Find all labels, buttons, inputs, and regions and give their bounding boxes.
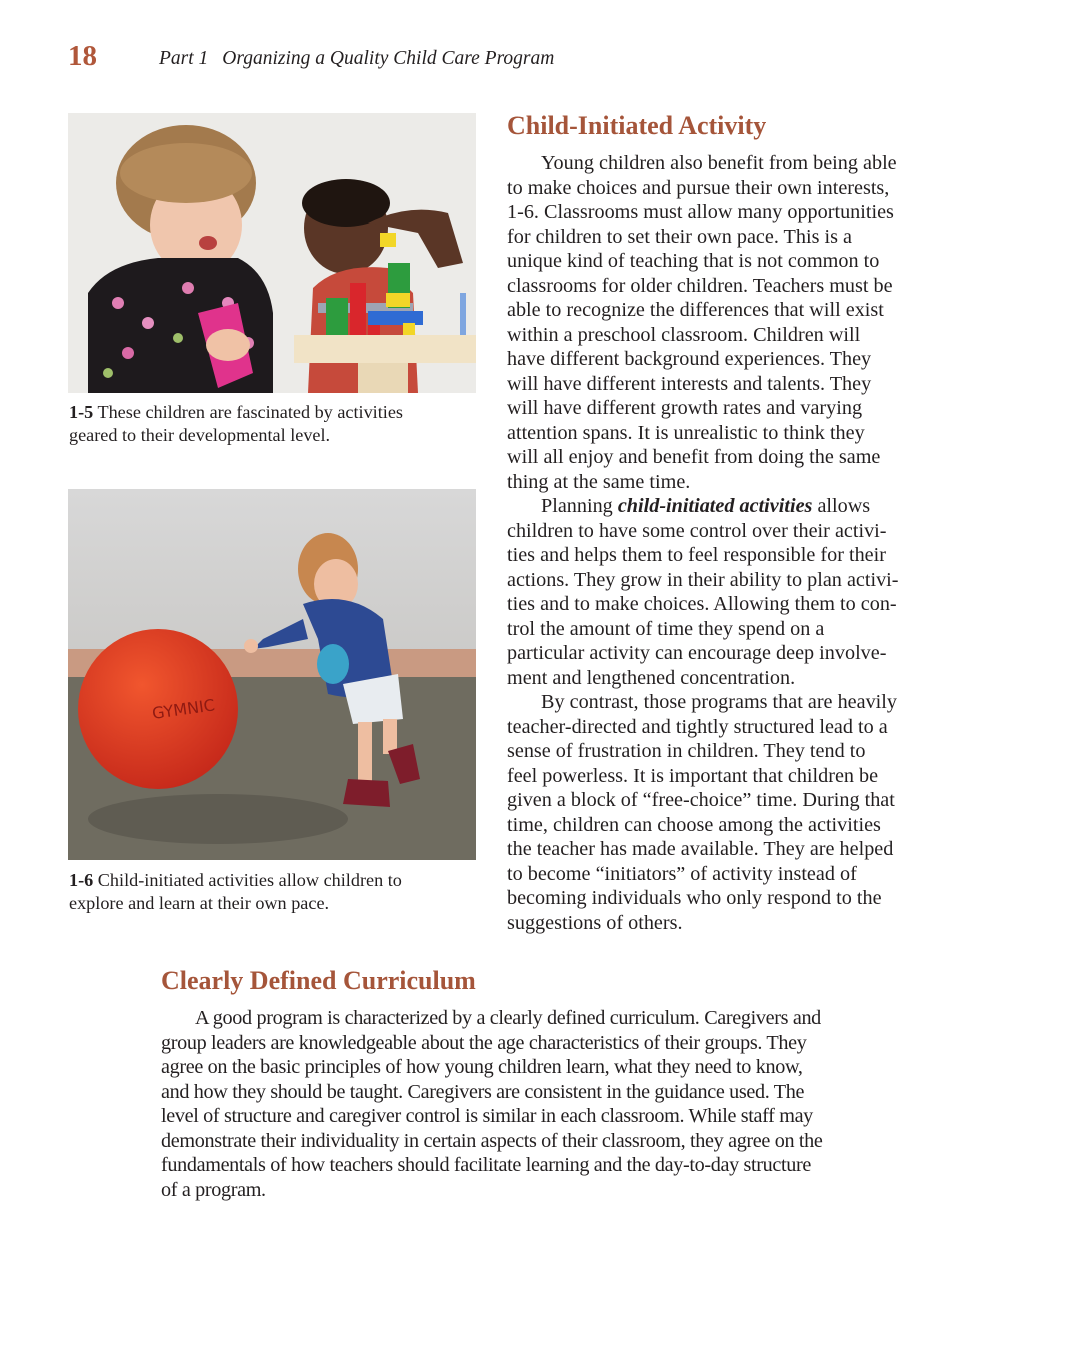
figure-1-5-photo <box>68 113 476 393</box>
paragraph: By contrast, those programs that are heavily teacher-directed and tightly structured lead to a sense of frustration in children. They tend to feel powerless. It is important that children be given a block of “free-choice” time. During that time, children can choose among the activities the teacher has made available. They are helped to become “initiators” of activity instead of becoming individuals who only respond to the suggestions of others. <box>507 691 897 934</box>
figure-label: 1-6 <box>69 870 94 890</box>
figure-1-6-photo <box>68 489 476 860</box>
paragraph: Planning child-initiated activities allows children to have some control over their activi- ties and helps them to feel responsible for their actions. They grow in their ability to plan activi- ties and to make choices. Allowing them to con- trol the amount of time they spend on a particular activity can encourage deep involve- ment and lengthened concentration. <box>507 495 899 689</box>
running-head-title: Organizing a Quality Child Care Program <box>222 48 555 69</box>
paragraph: A good program is characterized by a clearly defined curriculum. Caregivers and group leaders are knowledgeable about the age characteristics of their groups. They agree on the basic principles of how young children learn, what they need to know, and how they should be taught. Caregivers are consistent in the guidance used. The level of structure and caregiver control is similar in each classroom. While staff may demonstrate their individuality in certain aspects of their classroom, they agree on the fundamentals of how teachers should facilitate learning and the day-to-day structure of a program. <box>161 1007 823 1201</box>
figure-1-6-caption: 1-6 Child-initiated activities allow children to explore and learn at their own pace. <box>69 870 402 913</box>
section-body-clearly-defined-curriculum <box>161 1006 961 1202</box>
key-term: child-initiated activities <box>617 495 813 517</box>
figure-label: 1-5 <box>69 402 94 422</box>
section-body-child-initiated-activity <box>507 151 957 935</box>
page-number: 18 <box>68 40 97 72</box>
running-head-part: Part 1 <box>159 48 209 69</box>
svg-text:GYMNIC: GYMNIC <box>150 695 216 723</box>
running-head <box>159 48 554 70</box>
section-heading-child-initiated-activity: Child-Initiated Activity <box>507 111 767 140</box>
section-heading-clearly-defined-curriculum: Clearly Defined Curriculum <box>161 966 476 995</box>
paragraph: Young children also benefit from being able to make choices and pursue their own interests, 1-6. Classrooms must allow many opportunities for children to set their own pace. This is a unique kind of teaching that is not common to classrooms for older children. Teachers must be able to recognize the differences that will exist within a preschool classroom. Children will have different background experiences. They will have different interests and talents. They will have different growth rates and varying attention spans. It is unrealistic to think they will all enjoy and benefit from doing the same thing at the same time. <box>507 152 897 493</box>
figure-1-5-caption: 1-5 These children are fascinated by activities geared to their developmental level. <box>69 402 403 445</box>
